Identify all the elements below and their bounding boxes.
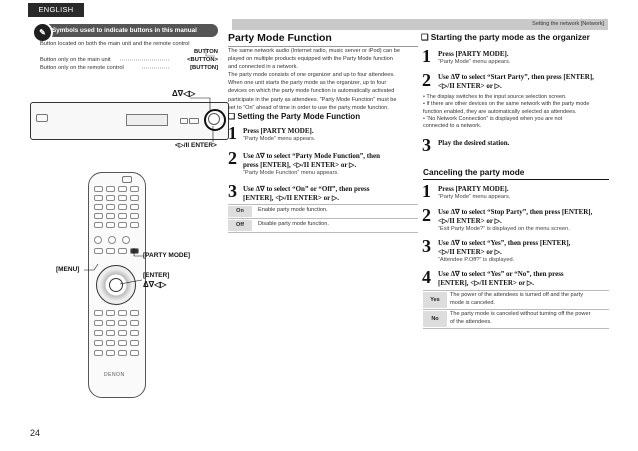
option-text: mode is canceled.: [450, 299, 496, 306]
step-sub: “Attendee P.Off?” is displayed.: [438, 257, 515, 263]
option-key: Off: [228, 220, 252, 231]
step-text: <▷/II ENTER> or ▷.: [438, 82, 502, 90]
callout-line: [84, 262, 104, 274]
step-text: Use Δ∇ to select “Start Party”, then press [ENTER],: [438, 73, 594, 81]
setting-title: ❑ Setting the Party Mode Function: [228, 112, 361, 121]
option-key: No: [423, 311, 447, 327]
option-key: Yes: [423, 292, 447, 308]
callout-line: [120, 276, 144, 288]
callout-play-enter: <▷/II ENTER>: [175, 142, 217, 149]
party-mode-title: Party Mode Function: [228, 32, 332, 44]
step-text: Use Δ∇ to select “Yes”, then press [ENTER],: [438, 239, 571, 247]
step-text: Use Δ∇ to select “Yes” or “No”, then press: [438, 270, 564, 278]
option-text: of the attendees.: [450, 318, 492, 325]
step-sub: “Exit Party Mode?” is displayed on the menu screen.: [438, 226, 570, 232]
section-header: Setting the network [Network]: [232, 19, 608, 30]
step-sub: “Party Mode” menu appears.: [438, 194, 511, 200]
remote-power-button: [122, 176, 132, 183]
step-text: Use Δ∇ to select “Party Mode Function”, then: [243, 152, 380, 160]
step-text: [ENTER], <▷/II ENTER> or ▷.: [243, 194, 340, 202]
option-divider: [228, 218, 418, 219]
party-mode-intro: The same network audio (Internet radio, music server or iPod) can be played on multiple products equipped with the Party Mode function and connected in a network. The party mode consists of one organizer and up to four attendees. When one unit starts the party mode as the organizer, up to four devices on which the party mode function is automatically activated participate in the party as attendees. “Party Mode Function” must be set to “On” ahead of time in order to use the party mode function.: [228, 48, 400, 111]
remote-button-grid: [94, 310, 140, 366]
step-number: 1: [422, 46, 431, 66]
legend-row-key: <BUTTON>: [187, 57, 218, 63]
canceling-title: Canceling the party mode: [423, 167, 609, 180]
device-button: [189, 118, 199, 124]
callout-line: [210, 126, 218, 144]
option-divider: [423, 309, 609, 310]
manual-icon: ✎: [32, 22, 53, 43]
step-text: <▷/II ENTER> or ▷.: [438, 248, 502, 256]
option-text: The party mode is canceled without turning off the power: [450, 311, 591, 317]
legend-row-label: Button located on both the main unit and the remote control: [40, 41, 190, 47]
callout-menu: [MENU]: [56, 266, 80, 273]
remote-brand: DENON: [104, 372, 125, 378]
enter-knob: [208, 113, 220, 125]
option-text: The power of the attendees is turned off and the party: [450, 292, 583, 298]
device-button: [180, 118, 188, 124]
step-text: Play the desired station.: [438, 139, 510, 147]
step-text: [ENTER], <▷/II ENTER> or ▷.: [438, 279, 535, 287]
main-unit-display: [126, 114, 168, 126]
step-number: 3: [422, 236, 431, 256]
step-text: Use Δ∇ to select “On” or “Off”, then press: [243, 185, 370, 193]
power-button-illustration: [36, 114, 48, 122]
step-text: Use Δ∇ to select “Stop Party”, then press [ENTER],: [438, 208, 593, 216]
step-text: Press [PARTY MODE].: [438, 50, 509, 58]
legend-row-label: Button only on the remote control: [40, 65, 124, 71]
step-number: 1: [422, 181, 431, 201]
step-sub: “Party Mode Function” menu appears.: [243, 170, 339, 176]
legend-row-key: [BUTTON]: [190, 65, 218, 71]
callout-party-mode: [PARTY MODE]: [143, 252, 191, 259]
starting-title: ❑ Starting the party mode as the organizer: [421, 32, 590, 42]
step-text: Press [PARTY MODE].: [243, 127, 314, 135]
step-text: press [ENTER], <▷/II ENTER> or ▷.: [243, 161, 357, 169]
option-divider: [423, 290, 609, 291]
starting-notes: • The display switches to the input source selection screen. • If there are other devices on the same network with the party mode function enabled, they are automatically selected as attendees. • “No Network Connection” is displayed when you are not connected to a network.: [423, 94, 590, 130]
option-text: Disable party mode function.: [258, 221, 329, 227]
step-number: 4: [422, 267, 431, 287]
step-text: <▷/II ENTER> or ▷.: [438, 217, 502, 225]
legend-leader-lines: [40, 44, 220, 74]
option-divider: [423, 328, 609, 329]
legend-row-label: Button only on the main unit: [40, 57, 111, 63]
step-number: 3: [422, 135, 431, 155]
option-divider: [228, 204, 418, 205]
option-text: Enable party mode function.: [258, 207, 328, 213]
language-tab: ENGLISH: [28, 3, 84, 17]
step-number: 1: [228, 123, 237, 143]
step-sub: “Party Mode” menu appears.: [438, 59, 511, 65]
page-number: 24: [30, 428, 41, 438]
callout-arrows-top: Δ∇◁▷: [172, 89, 196, 98]
callout-arrows-bottom: Δ∇◁▷: [143, 280, 167, 289]
step-number: 2: [422, 70, 431, 90]
legend-row-key: BUTTON: [193, 49, 218, 55]
legend-title: Symbols used to indicate buttons in this manual: [52, 27, 197, 34]
remote-button-grid: [94, 186, 140, 232]
step-sub: “Party Mode” menu appears.: [243, 136, 316, 142]
step-number: 2: [228, 148, 237, 168]
option-divider: [228, 232, 418, 233]
callout-line: [190, 96, 220, 112]
step-text: Press [PARTY MODE].: [438, 185, 509, 193]
callout-line: [126, 248, 146, 260]
callout-enter: [ENTER]: [143, 272, 170, 279]
option-key: On: [228, 206, 252, 217]
step-number: 3: [228, 181, 237, 201]
step-number: 2: [422, 205, 431, 225]
